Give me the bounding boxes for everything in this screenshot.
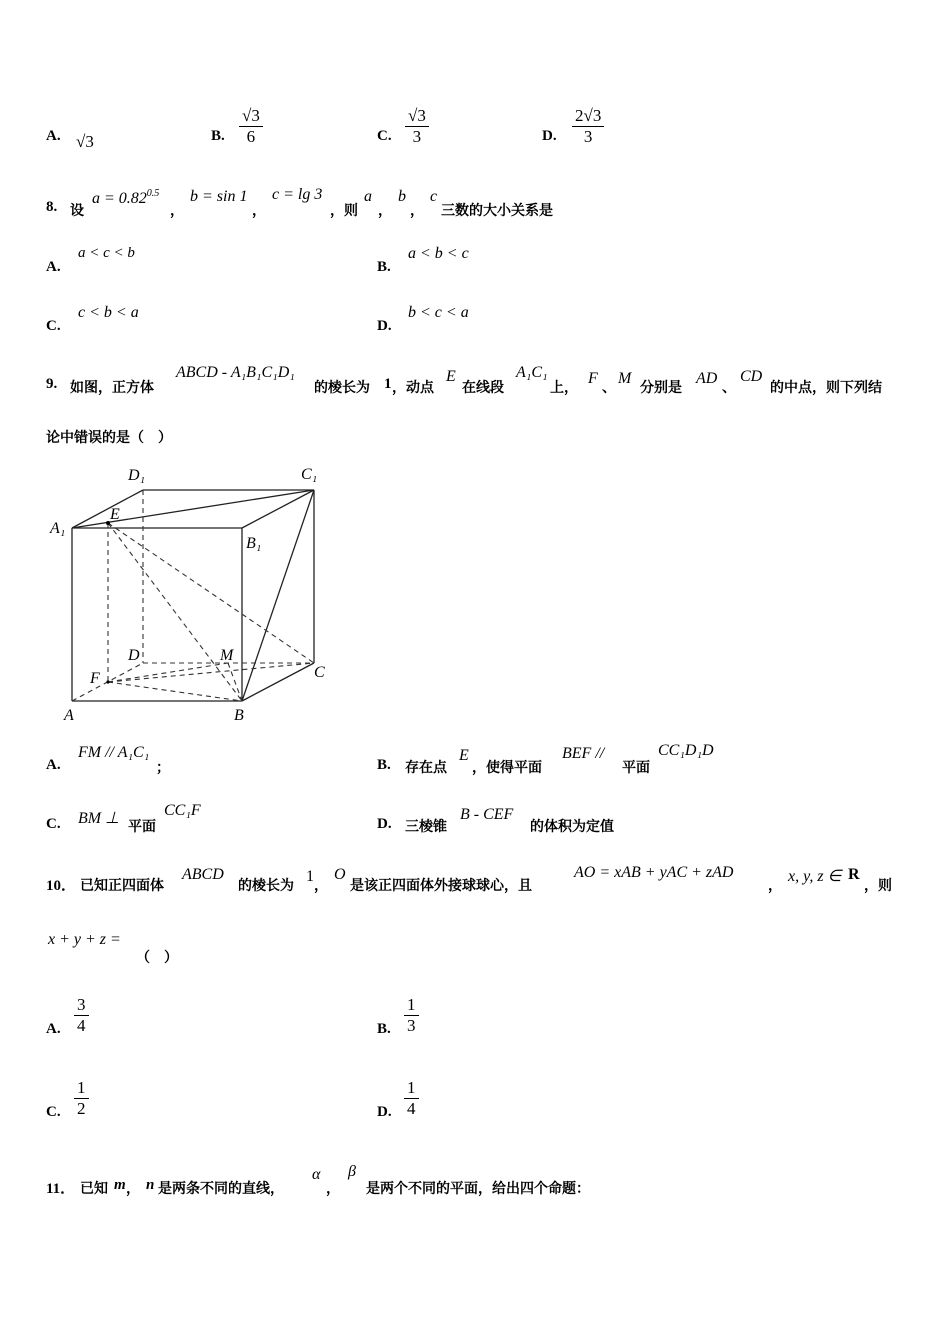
q9-text: 的棱长为 bbox=[314, 380, 370, 396]
q10-real-set: R bbox=[848, 866, 860, 883]
q9-segment-ad: AD bbox=[696, 370, 718, 387]
q10-text: 是该正四面体外接球球心，且 bbox=[350, 878, 532, 894]
label-f: F bbox=[90, 670, 100, 687]
q8-option-b-label: B. bbox=[377, 259, 391, 275]
q11-separator: ， bbox=[326, 1181, 340, 1197]
q10-paren: （ ） bbox=[136, 950, 178, 966]
q9-segment-cd: CD bbox=[740, 368, 763, 385]
q10-center-o: O bbox=[334, 866, 346, 883]
q10-separator: ， bbox=[768, 878, 782, 894]
q9-option-d-text: 三棱锥 bbox=[405, 819, 447, 835]
q8-text-pre: 设 bbox=[70, 203, 84, 219]
q11-separator: ， bbox=[126, 1181, 140, 1197]
q9-option-c-text: 平面 bbox=[128, 819, 156, 835]
q10-tetra-name: ABCD bbox=[182, 866, 224, 883]
q10-text: 已知正四面体 bbox=[80, 878, 164, 894]
segment-ec bbox=[108, 523, 314, 663]
q9-option-d-expr: B - CEF bbox=[460, 806, 514, 823]
q8-separator: ， bbox=[252, 203, 266, 219]
q9-option-a-tail: ； bbox=[156, 760, 170, 776]
q8-option-d-label: D. bbox=[377, 318, 392, 334]
q10-option-a-fraction: 3 4 bbox=[74, 995, 89, 1036]
q10-separator: ， bbox=[314, 878, 328, 894]
q9-option-b-text: ，使得平面 bbox=[472, 760, 542, 776]
q9-option-c-expr: BM ⊥ bbox=[78, 810, 120, 827]
q9-point-m: M bbox=[618, 370, 632, 387]
q8-number: 8. bbox=[46, 199, 58, 215]
q9-text: ，动点 bbox=[392, 380, 434, 396]
q9-option-c-label: C. bbox=[46, 816, 61, 832]
q11-line-m: m bbox=[114, 1177, 126, 1193]
q10-option-d-fraction: 1 4 bbox=[404, 1078, 419, 1119]
label-c: C bbox=[314, 664, 325, 681]
q8-option-d-expr: b < c < a bbox=[408, 304, 469, 321]
q8-option-c-expr: c < b < a bbox=[78, 304, 139, 321]
q9-option-a-expr: FM // A₁C₁ bbox=[78, 744, 150, 761]
label-a1: A₁ bbox=[50, 520, 66, 537]
q10-vector-equation: AO = xAB + yAC + zAD bbox=[574, 864, 734, 881]
q8-c-expr: c = lg 3 bbox=[272, 186, 323, 203]
q10-option-d-label: D. bbox=[377, 1104, 392, 1120]
q8-text-ze: ，则 bbox=[330, 203, 358, 219]
label-a: A bbox=[64, 707, 74, 724]
label-d: D bbox=[128, 647, 140, 664]
q9-point-e: E bbox=[446, 368, 456, 385]
q10-option-b-label: B. bbox=[377, 1021, 391, 1037]
q7-option-a-value: √3 bbox=[76, 132, 94, 151]
q9-option-b-point: E bbox=[459, 747, 469, 764]
q11-plane-alpha: α bbox=[312, 1166, 321, 1183]
q9-option-b-label: B. bbox=[377, 757, 391, 773]
q8-separator: ， bbox=[378, 203, 392, 219]
q9-option-d-label: D. bbox=[377, 816, 392, 832]
q8-var-a: a bbox=[364, 188, 372, 205]
q11-number: 11． bbox=[46, 1181, 76, 1197]
label-b1: B₁ bbox=[246, 535, 262, 552]
q10-option-b-fraction: 1 3 bbox=[404, 995, 419, 1036]
q7-option-d-label: D. bbox=[542, 128, 557, 144]
q11-text: 是两个不同的平面，给出四个命题： bbox=[366, 1181, 590, 1197]
q9-segment: A₁C₁ bbox=[516, 364, 548, 381]
q9-edge-length: 1 bbox=[384, 376, 392, 392]
segment-fb bbox=[108, 682, 242, 701]
q11-line-n: n bbox=[146, 1177, 155, 1193]
segment-mb bbox=[228, 663, 242, 701]
q8-b-expr: b = sin 1 bbox=[190, 188, 248, 205]
q7-option-c-label: C. bbox=[377, 128, 392, 144]
q9-option-a-label: A. bbox=[46, 757, 61, 773]
label-d1: D₁ bbox=[128, 467, 146, 484]
q9-option-d-text: 的体积为定值 bbox=[530, 819, 614, 835]
q9-option-b-plane2: CC₁D₁D bbox=[658, 742, 714, 759]
label-c1: C₁ bbox=[301, 466, 318, 483]
segment-eb bbox=[108, 523, 242, 701]
label-m: M bbox=[220, 647, 234, 664]
q8-a-expr: $a = 0.82^{0.5}$ bbox=[92, 188, 160, 207]
q11-plane-beta: β bbox=[348, 1163, 356, 1180]
q7-option-b-label: B. bbox=[211, 128, 225, 144]
q10-option-c-label: C. bbox=[46, 1104, 61, 1120]
q9-text: 分别是 bbox=[640, 380, 682, 396]
q7-option-a-label: A. bbox=[46, 128, 61, 144]
label-e: E bbox=[110, 506, 120, 523]
point-f-dot bbox=[106, 680, 109, 683]
q8-option-b-expr: a < b < c bbox=[408, 245, 469, 262]
q8-var-b: b bbox=[398, 188, 406, 205]
q9-text-line2: 论中错误的是（ ） bbox=[46, 430, 172, 446]
q10-text: 的棱长为 bbox=[238, 878, 294, 894]
q9-option-b-plane1: BEF // bbox=[562, 745, 605, 762]
q9-text: 、 bbox=[722, 380, 736, 396]
q9-number: 9. bbox=[46, 376, 58, 392]
q10-text: ，则 bbox=[864, 878, 892, 894]
q11-text: 是两条不同的直线， bbox=[158, 1181, 284, 1197]
q7-option-d-fraction: 2√3 3 bbox=[572, 106, 604, 147]
q9-option-b-text: 平面 bbox=[622, 760, 650, 776]
q10-xyz: x, y, z ∈ bbox=[788, 868, 842, 885]
q8-text-tail: 三数的大小关系是 bbox=[441, 203, 553, 219]
q8-var-c: c bbox=[430, 188, 438, 205]
q8-option-a-expr: a < c < b bbox=[78, 245, 135, 261]
q9-point-f: F bbox=[588, 370, 598, 387]
q9-text: 上， bbox=[550, 380, 578, 396]
q10-number: 10． bbox=[46, 878, 77, 894]
q10-sum-expr: x + y + z = bbox=[48, 931, 121, 948]
q9-text: 、 bbox=[602, 380, 616, 396]
q9-cube-figure bbox=[46, 455, 346, 730]
q11-text: 已知 bbox=[80, 1181, 108, 1197]
q8-separator: ， bbox=[410, 203, 424, 219]
q9-text: 的中点，则下列结 bbox=[770, 380, 882, 396]
q10-option-a-label: A. bbox=[46, 1021, 61, 1037]
q8-option-a-label: A. bbox=[46, 259, 61, 275]
q10-option-c-fraction: 1 2 bbox=[74, 1078, 89, 1119]
q9-option-b-text: 存在点 bbox=[405, 760, 447, 776]
q7-option-b-fraction: √3 6 bbox=[239, 106, 263, 147]
label-b: B bbox=[234, 707, 244, 724]
q9-text: 如图，正方体 bbox=[70, 380, 154, 396]
q8-separator: ， bbox=[170, 203, 184, 219]
q9-text: 在线段 bbox=[462, 380, 504, 396]
q8-option-c-label: C. bbox=[46, 318, 61, 334]
q9-option-c-plane: CC₁F bbox=[164, 802, 201, 819]
q7-option-c-fraction: √3 3 bbox=[405, 106, 429, 147]
q10-edge-length: 1 bbox=[306, 868, 314, 885]
q9-cube-name: ABCD - A₁B₁C₁D₁ bbox=[176, 364, 295, 381]
